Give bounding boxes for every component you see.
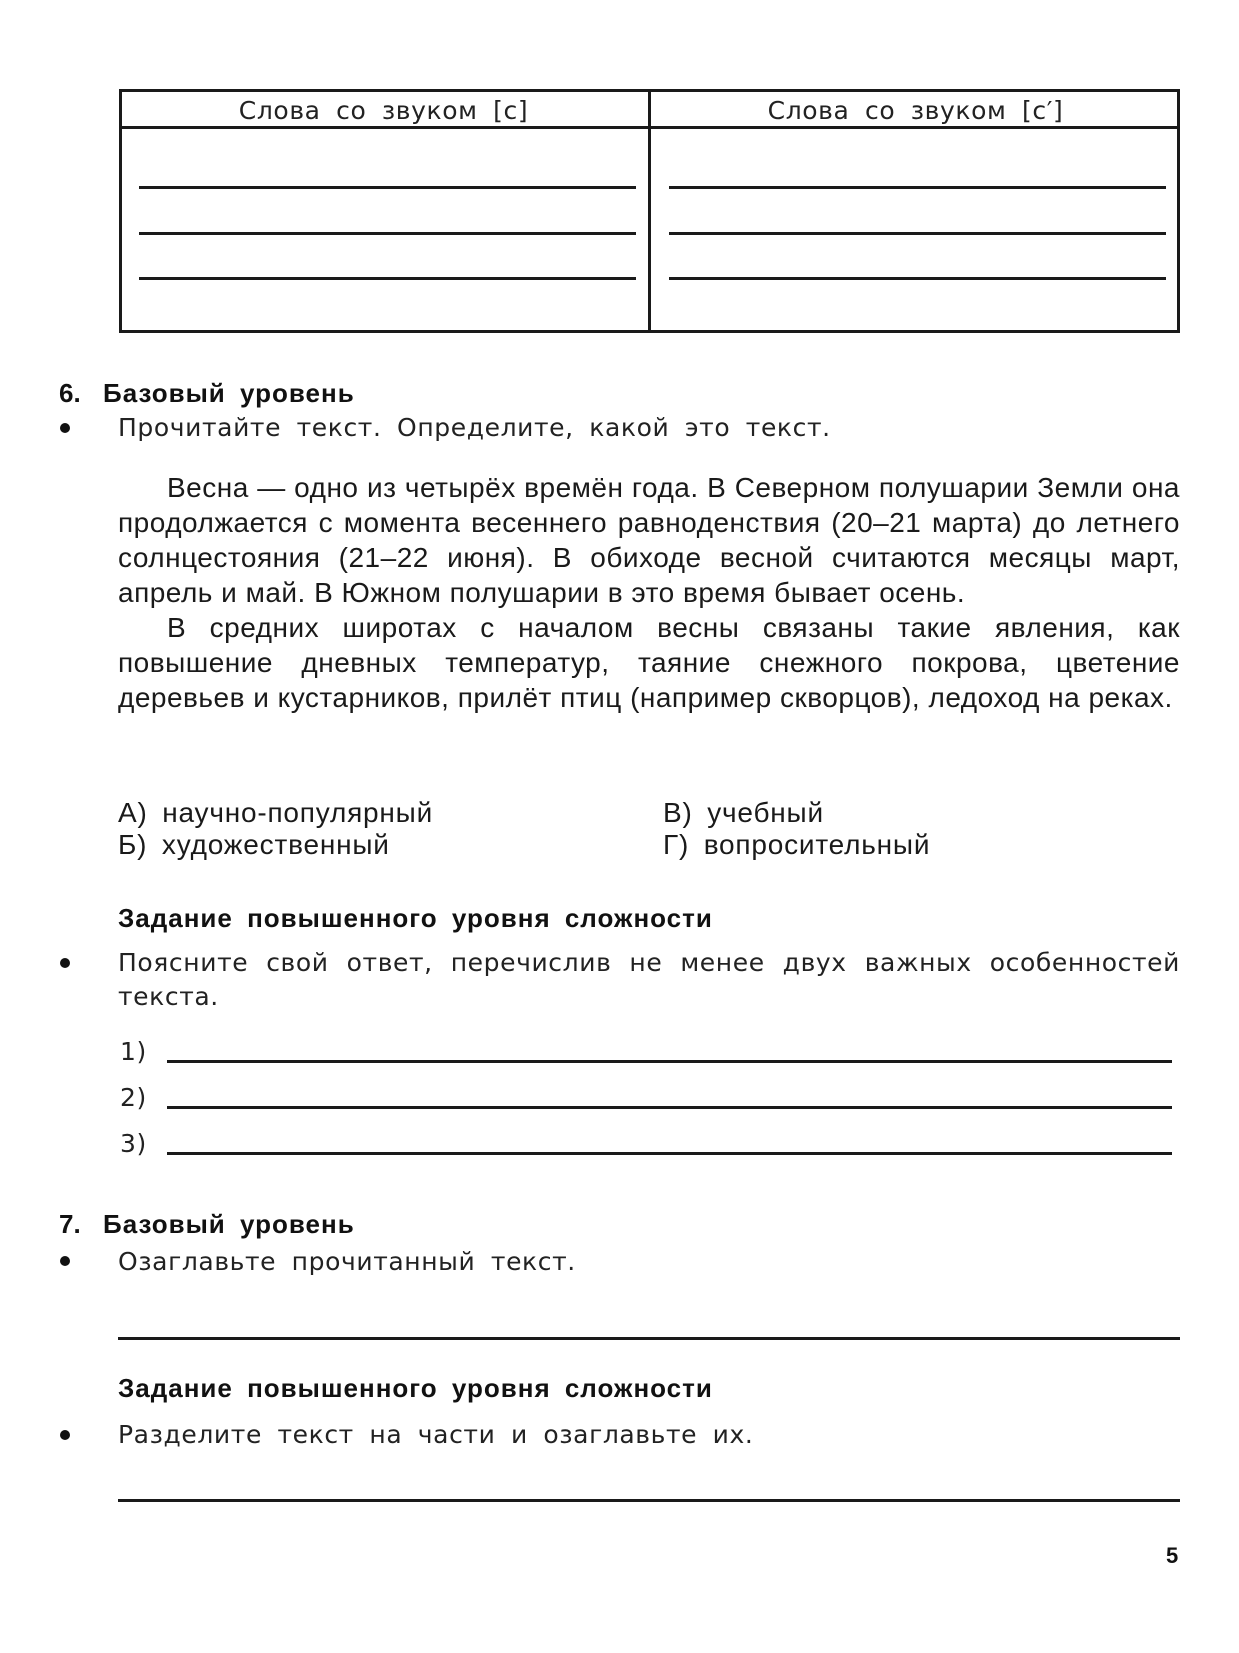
answer-line-hard-s-3[interactable] — [139, 277, 636, 280]
option-g[interactable] — [663, 829, 930, 861]
option-letter: Г) — [663, 829, 690, 860]
advanced-instruction-line-1: Поясните свой ответ, перечислив не менее двух важных особенностей — [118, 948, 1180, 977]
answer-line-1[interactable] — [167, 1060, 1172, 1063]
bullet-icon — [60, 958, 70, 968]
title-answer-line[interactable] — [118, 1337, 1180, 1340]
reading-text — [118, 470, 1180, 715]
paragraph: В средних широтах с началом весны связаны такие явления, как повышение дневных температур, таяние снежного покрова, цветение деревьев и кустарников, прилёт птиц (например скворцов), ледоход на реках. — [118, 612, 1180, 713]
column-header-hard-s: Слова со звуком [с] — [238, 96, 529, 125]
task-number: 7. — [59, 1209, 81, 1239]
task-number: 6. — [59, 378, 81, 408]
answer-line-soft-s-2[interactable] — [669, 232, 1166, 235]
bullet-icon — [60, 1256, 70, 1266]
option-label: учебный — [707, 797, 824, 828]
paragraph: Весна — одно из четырёх времён года. В Северном полушарии Земли она продолжается с момента весеннего равноденствия (20–21 марта) до летнего солнцестояния (21–22 июня). В обиходе весной считаются месяцы март, апрель и май. В Южном полушарии в это время бывает осень. — [118, 472, 1180, 608]
task-instruction: Прочитайте текст. Определите, какой это текст. — [118, 413, 831, 442]
answer-label-1: 1) — [120, 1037, 147, 1066]
task-level-heading: Базовый уровень — [103, 378, 355, 408]
advanced-task-heading: Задание повышенного уровня сложности — [118, 903, 713, 933]
bullet-icon — [60, 423, 70, 433]
task-instruction: Озаглавьте прочитанный текст. — [118, 1247, 576, 1276]
advanced-task-heading: Задание повышенного уровня сложности — [118, 1373, 713, 1403]
option-v[interactable] — [663, 797, 824, 829]
answer-line-2[interactable] — [167, 1106, 1172, 1109]
parts-answer-line[interactable] — [118, 1499, 1180, 1502]
option-letter: А) — [118, 797, 148, 828]
option-label: вопросительный — [703, 829, 931, 860]
column-header-soft-s: Слова со звуком [с′] — [767, 96, 1064, 125]
answer-line-soft-s-1[interactable] — [669, 186, 1166, 189]
answer-label-3: 3) — [120, 1129, 147, 1158]
option-b[interactable] — [118, 829, 390, 861]
answer-line-hard-s-1[interactable] — [139, 186, 636, 189]
option-letter: В) — [663, 797, 693, 828]
bullet-icon — [60, 1430, 70, 1440]
advanced-instruction-line-2: текста. — [118, 982, 219, 1011]
option-label: научно-популярный — [162, 797, 434, 828]
answer-label-2: 2) — [120, 1083, 147, 1112]
answer-line-soft-s-3[interactable] — [669, 277, 1166, 280]
table-column-divider — [648, 89, 651, 333]
option-a[interactable] — [118, 797, 433, 829]
answer-line-hard-s-2[interactable] — [139, 232, 636, 235]
task-level-heading: Базовый уровень — [103, 1209, 355, 1239]
page-number: 5 — [1166, 1543, 1179, 1568]
option-label: художественный — [161, 829, 390, 860]
option-letter: Б) — [118, 829, 148, 860]
answer-line-3[interactable] — [167, 1152, 1172, 1155]
advanced-instruction: Разделите текст на части и озаглавьте их. — [118, 1420, 754, 1449]
